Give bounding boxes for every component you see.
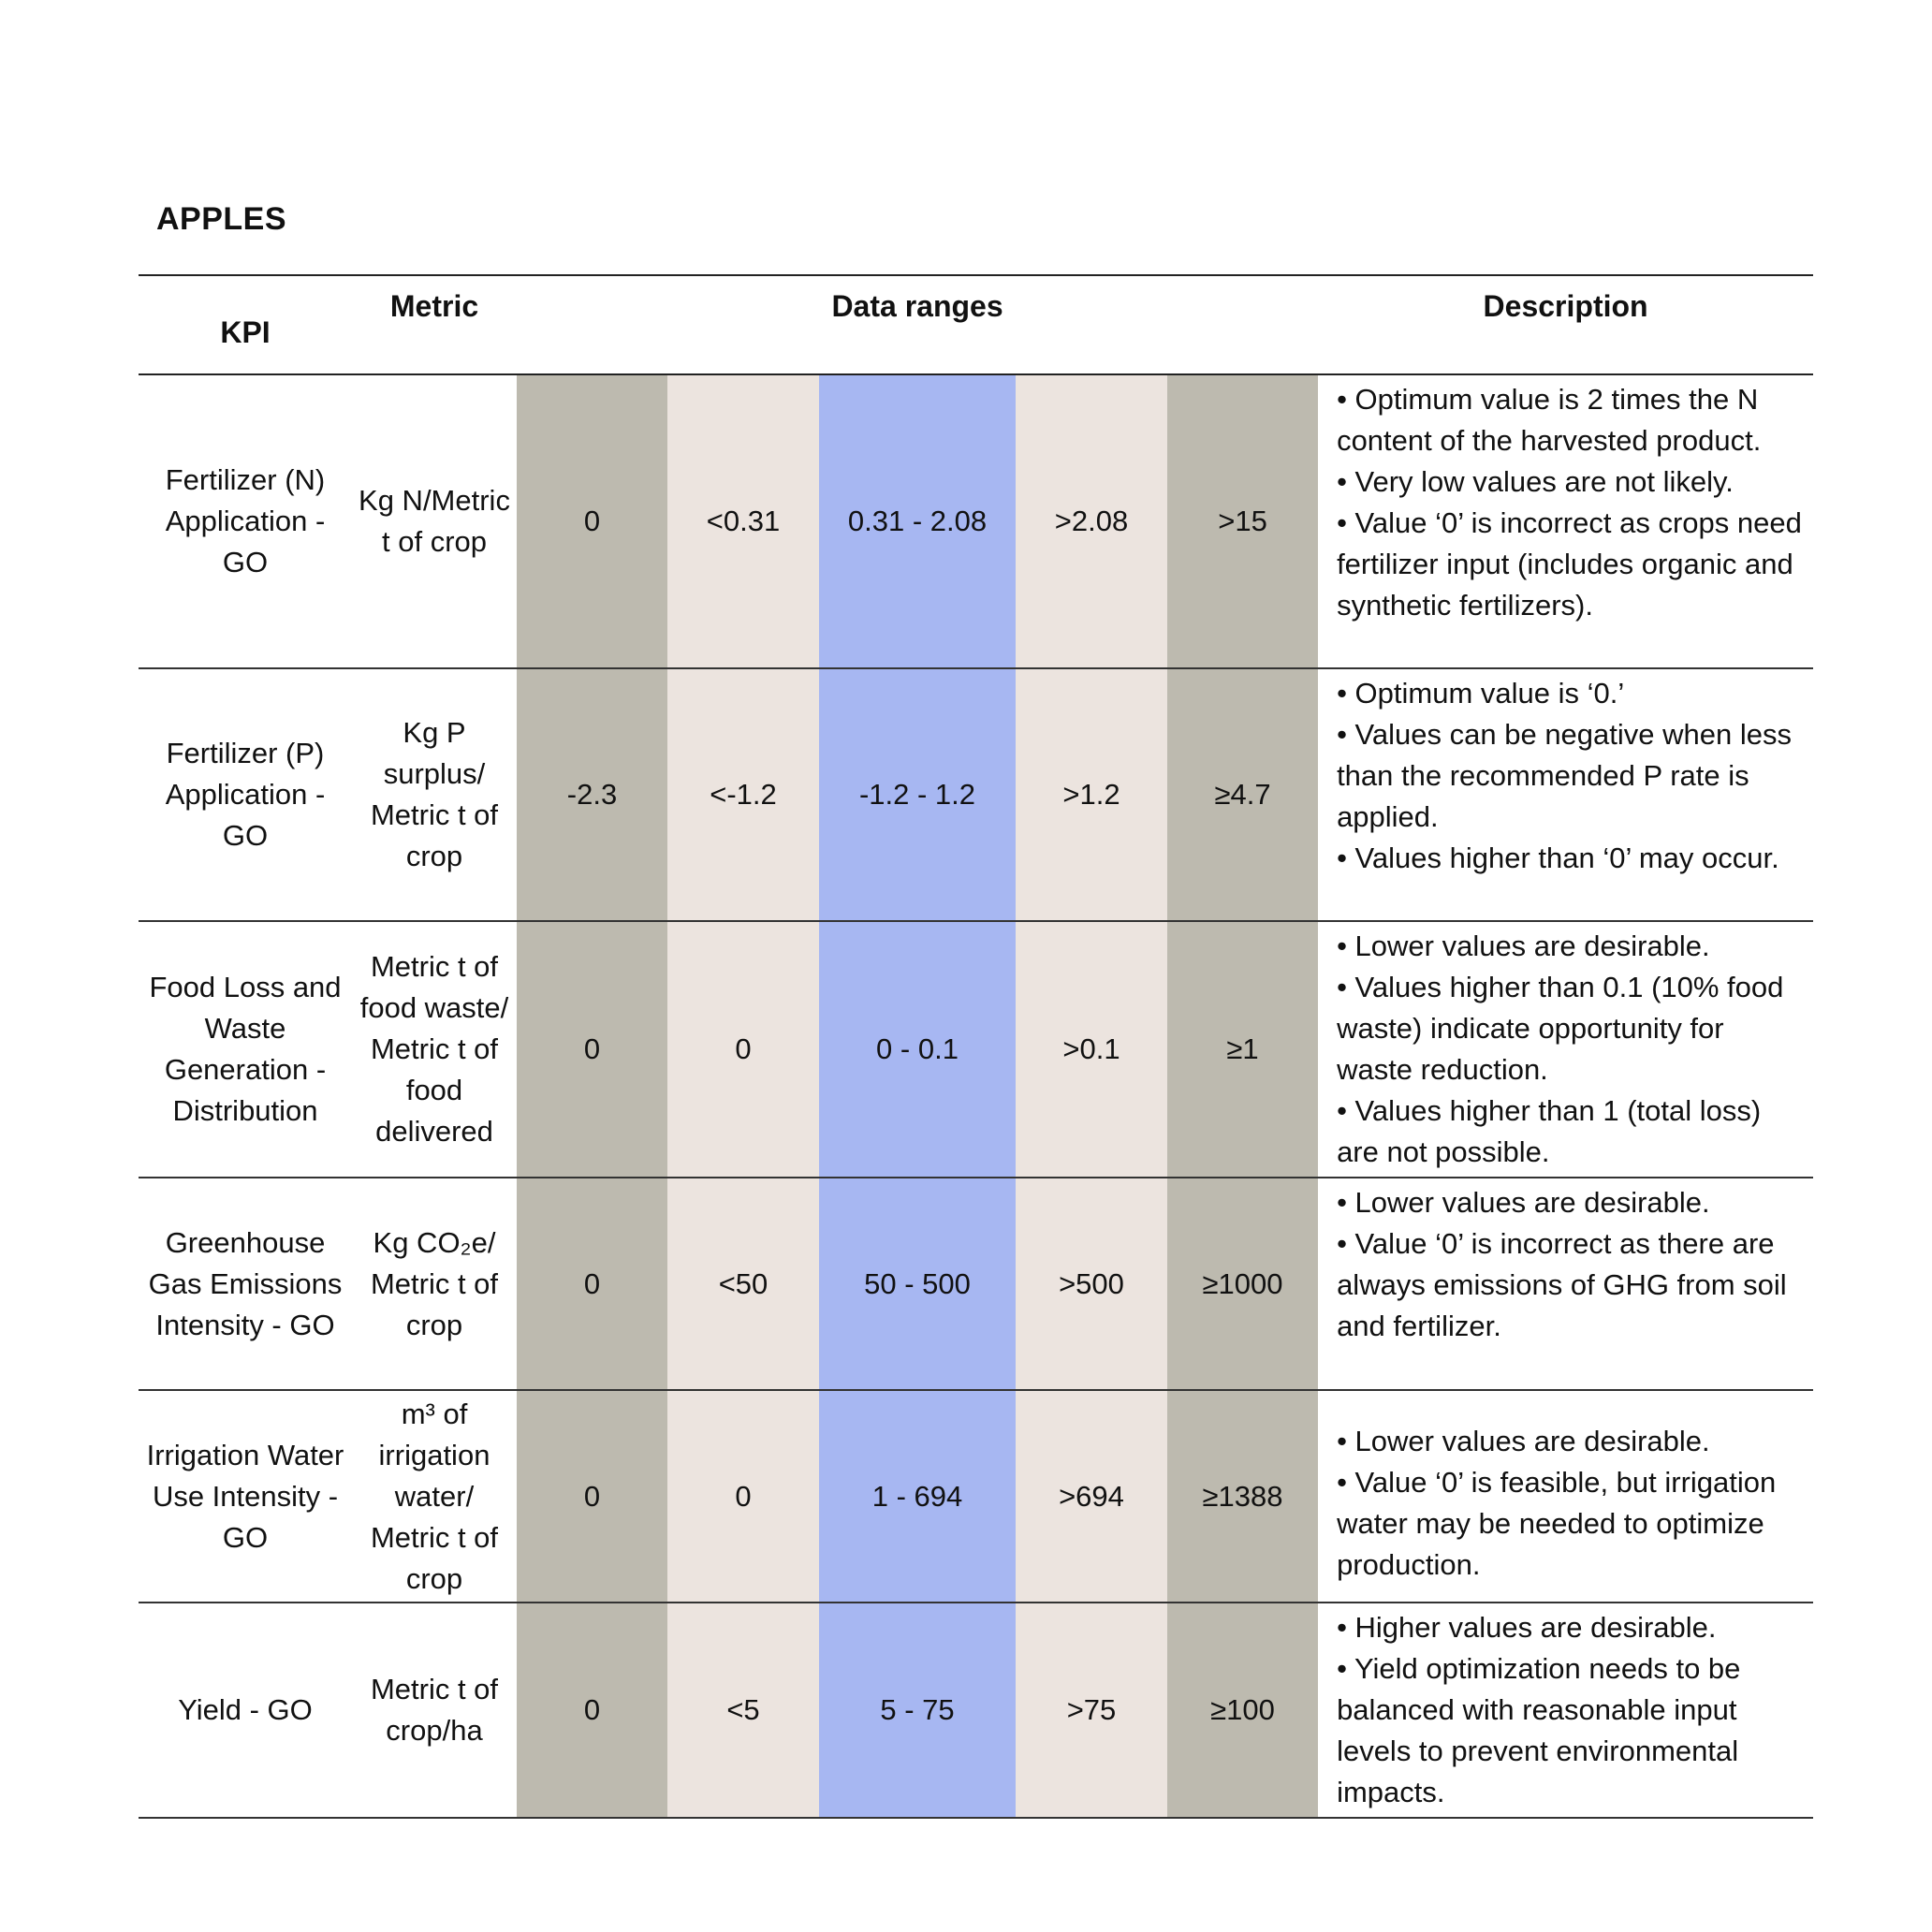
- range-cell: 0: [517, 1603, 667, 1818]
- range-cell: 0: [517, 1178, 667, 1390]
- metric-cell: m³ of irrigation water/ Metric t of crop: [352, 1390, 517, 1603]
- description-cell: [1318, 1390, 1813, 1603]
- range-cell: 0: [667, 1390, 819, 1603]
- header-row: [139, 275, 1813, 374]
- kpi-cell: Greenhouse Gas Emissions Intensity - GO: [139, 1178, 352, 1390]
- description-cell: [1318, 668, 1813, 921]
- range-cell: >500: [1016, 1178, 1167, 1390]
- range-cell: >1.2: [1016, 668, 1167, 921]
- description-line: • Lower values are desirable.: [1337, 1186, 1710, 1219]
- description-line: • Value ‘0’ is feasible, but irrigation water may be needed to optimize production.: [1337, 1466, 1777, 1581]
- description-cell: [1318, 374, 1813, 668]
- range-cell: ≥100: [1167, 1603, 1318, 1818]
- description-line: • Higher values are desirable.: [1337, 1611, 1717, 1644]
- metric-cell: Kg N/Metric t of crop: [352, 374, 517, 668]
- range-cell: <50: [667, 1178, 819, 1390]
- optimum-range-cell: 50 - 500: [819, 1178, 1016, 1390]
- range-cell: <5: [667, 1603, 819, 1818]
- range-cell: >0.1: [1016, 921, 1167, 1178]
- kpi-cell: Fertilizer (P) Application - GO: [139, 668, 352, 921]
- metric-cell: Metric t of food waste/ Metric t of food delivered: [352, 921, 517, 1178]
- table-row: [139, 1603, 1813, 1818]
- optimum-range-cell: 1 - 694: [819, 1390, 1016, 1603]
- header-data-ranges: Data ranges: [517, 275, 1318, 374]
- description-line: • Yield optimization needs to be balanced with reasonable input levels to prevent environmental impacts.: [1337, 1652, 1741, 1808]
- range-cell: >75: [1016, 1603, 1167, 1818]
- description-line: • Values can be negative when less than the recommended P rate is applied.: [1337, 718, 1792, 833]
- optimum-range-cell: -1.2 - 1.2: [819, 668, 1016, 921]
- header-kpi: KPI: [139, 275, 352, 374]
- range-cell: >2.08: [1016, 374, 1167, 668]
- kpi-cell: Yield - GO: [139, 1603, 352, 1818]
- table-row: [139, 668, 1813, 921]
- range-cell: 0: [517, 374, 667, 668]
- description-line: • Optimum value is 2 times the N content of the harvested product.: [1337, 383, 1762, 457]
- range-cell: 0: [667, 921, 819, 1178]
- header-description: Description: [1318, 275, 1813, 374]
- range-cell: >15: [1167, 374, 1318, 668]
- page-title: APPLES: [156, 201, 287, 237]
- kpi-cell: Fertilizer (N) Application - GO: [139, 374, 352, 668]
- range-cell: -2.3: [517, 668, 667, 921]
- optimum-range-cell: 0 - 0.1: [819, 921, 1016, 1178]
- kpi-table: [139, 274, 1813, 1819]
- range-cell: 0: [517, 1390, 667, 1603]
- range-cell: <-1.2: [667, 668, 819, 921]
- description-line: • Values higher than 1 (total loss) are not possible.: [1337, 1094, 1762, 1168]
- range-cell: ≥1000: [1167, 1178, 1318, 1390]
- description-line: • Value ‘0’ is incorrect as there are always emissions of GHG from soil and fertilizer.: [1337, 1227, 1787, 1342]
- description-line: • Value ‘0’ is incorrect as crops need fertilizer input (includes organic and synthetic fertilizers).: [1337, 506, 1802, 622]
- table-row: [139, 1178, 1813, 1390]
- optimum-range-cell: 5 - 75: [819, 1603, 1016, 1818]
- description-cell: [1318, 921, 1813, 1178]
- description-line: • Lower values are desirable.: [1337, 1425, 1710, 1457]
- description-line: • Lower values are desirable.: [1337, 929, 1710, 962]
- range-cell: >694: [1016, 1390, 1167, 1603]
- table-row: [139, 1390, 1813, 1603]
- metric-cell: Kg P surplus/ Metric t of crop: [352, 668, 517, 921]
- kpi-cell: Irrigation Water Use Intensity - GO: [139, 1390, 352, 1603]
- range-cell: ≥1388: [1167, 1390, 1318, 1603]
- kpi-cell: Food Loss and Waste Generation - Distribution: [139, 921, 352, 1178]
- range-cell: <0.31: [667, 374, 819, 668]
- description-cell: [1318, 1178, 1813, 1390]
- optimum-range-cell: 0.31 - 2.08: [819, 374, 1016, 668]
- description-line: • Values higher than 0.1 (10% food waste) indicate opportunity for waste reduction.: [1337, 971, 1784, 1086]
- description-line: • Optimum value is ‘0.’: [1337, 677, 1625, 710]
- description-cell: [1318, 1603, 1813, 1818]
- metric-cell: Metric t of crop/ha: [352, 1603, 517, 1818]
- description-line: • Very low values are not likely.: [1337, 465, 1734, 498]
- header-metric: Metric: [352, 275, 517, 374]
- table-row: [139, 374, 1813, 668]
- range-cell: ≥4.7: [1167, 668, 1318, 921]
- range-cell: ≥1: [1167, 921, 1318, 1178]
- table-row: [139, 921, 1813, 1178]
- description-line: • Values higher than ‘0’ may occur.: [1337, 842, 1779, 874]
- metric-cell: Kg CO₂e/ Metric t of crop: [352, 1178, 517, 1390]
- range-cell: 0: [517, 921, 667, 1178]
